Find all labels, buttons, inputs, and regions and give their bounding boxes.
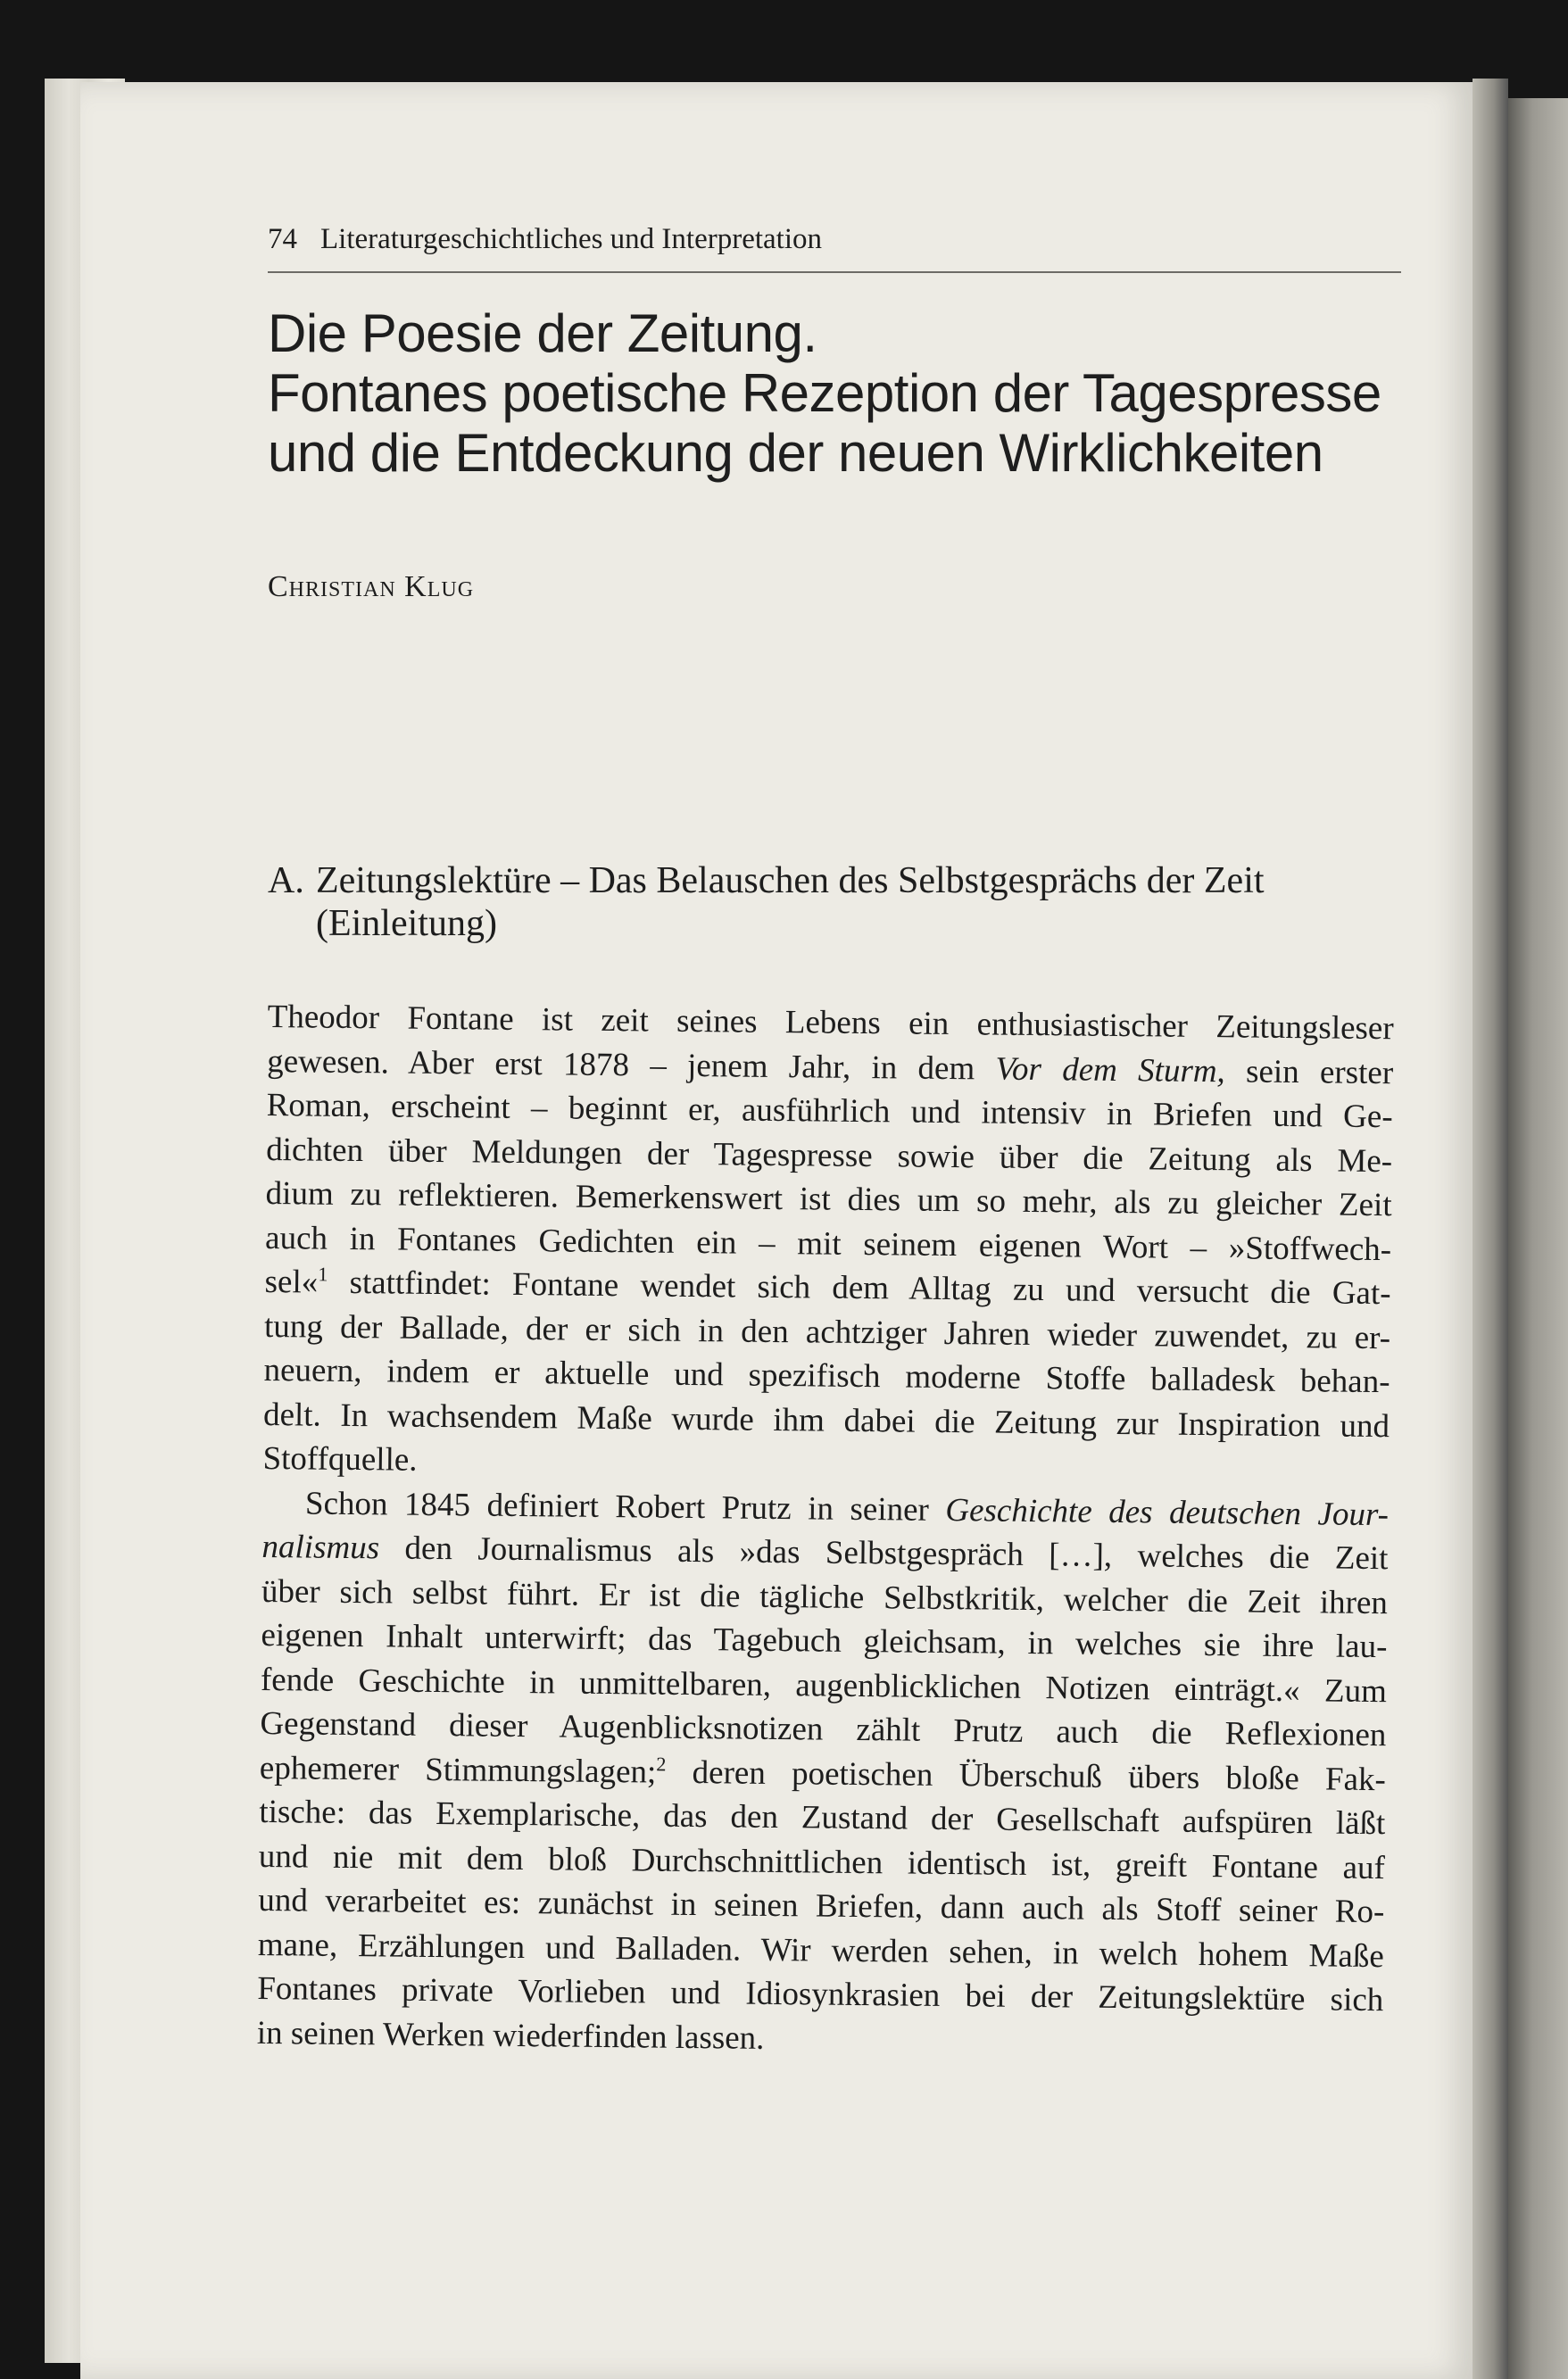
text-line: dichten über Meldungen der Tagespresse sowie über die Zeitung als Me- xyxy=(265,1131,1393,1180)
author-name: Christian Klug xyxy=(268,570,475,603)
section-label: A. xyxy=(268,860,304,901)
text-line: und nie mit dem bloß Durchschnittlichen identisch ist, greift Fontane auf xyxy=(258,1837,1386,1886)
book-gutter xyxy=(1473,79,1508,2379)
text-line: ephemerer Stimmungslagen;$^2$ deren poetischen Überschuß übers bloße Fak- xyxy=(259,1749,1387,1798)
text-line: tung der Ballade, der er sich in den achtziger Jahren wieder zuwendet, zu er- xyxy=(263,1307,1391,1356)
text-line: nalismus den Journalismus als »das Selbstgespräch […], welches die Zeit xyxy=(261,1528,1389,1578)
text-line: dium zu reflektieren. Bemerkenswert ist dies um so mehr, als zu gleicher Zeit xyxy=(265,1174,1392,1224)
text-line: gewesen. Aber erst 1878 – jenem Jahr, in dem Vor dem Sturm, sein erster xyxy=(267,1042,1394,1091)
page-number: 74 xyxy=(268,223,297,255)
text-line: tische: das Exemplarische, das den Zustand der Gesellschaft aufspüren läßt xyxy=(259,1793,1386,1843)
text-line: und verarbeitet es: zunächst in seinen Briefen, dann auch als Stoff seiner Ro- xyxy=(258,1881,1385,1931)
text-line: Roman, erscheint – beginnt er, ausführlich und intensiv in Briefen und Ge- xyxy=(266,1086,1393,1136)
text-line: Schon 1845 definiert Robert Prutz in seiner Geschichte des deutschen Jour- xyxy=(304,1484,1390,1533)
text-line: in seinen Werken wiederfinden lassen. xyxy=(256,2014,765,2057)
text-line: Stoffquelle. xyxy=(262,1439,418,1479)
text-line: sel«$^1$ stattfindet: Fontane wendet sich dem Alltag zu und versucht die Gat- xyxy=(264,1263,1391,1313)
title-line-2: Fontanes poetische Rezeption der Tagespresse xyxy=(268,363,1381,423)
running-head-title: Literaturgeschichtliches und Interpretation xyxy=(320,223,823,255)
text-line: eigenen Inhalt unterwirft; das Tagebuch gleichsam, in welches sie ihre lau- xyxy=(261,1616,1388,1666)
title-line-3: und die Entdeckung der neuen Wirklichkeiten xyxy=(268,423,1323,483)
text-line: auch in Fontanes Gedichten ein – mit seinem eigenen Wort – »Stoffwech- xyxy=(264,1219,1392,1268)
title-line-1: Die Poesie der Zeitung. xyxy=(268,303,817,363)
footnote-ref-2: 2 xyxy=(656,1752,667,1775)
italic-title: Geschichte des deutschen Jour- xyxy=(945,1491,1390,1533)
text-line: neuern, indem er aktuelle und spezifisch moderne Stoffe balladesk behan- xyxy=(263,1351,1390,1401)
section-heading-line-1: Zeitungslektüre – Das Belauschen des Selbstgesprächs der Zeit xyxy=(316,860,1265,901)
text-line: Fontanes private Vorlieben und Idiosynkrasien bei der Zeitungslektüre sich xyxy=(257,1969,1384,2019)
text-line: mane, Erzählungen und Balladen. Wir werden sehen, in welch hohem Maße xyxy=(257,1926,1385,1975)
italic-title: Vor dem Sturm, xyxy=(995,1050,1226,1090)
paragraph-2 xyxy=(257,1480,1390,2067)
article-title xyxy=(268,303,1401,483)
section-heading xyxy=(268,859,1401,945)
italic-title: nalismus xyxy=(261,1528,380,1567)
text-line: Theodor Fontane ist zeit seines Lebens ein enthusiastischer Zeitungsleser xyxy=(267,998,1394,1048)
running-head xyxy=(268,223,1401,273)
paragraph-1 xyxy=(262,995,1394,1493)
section-heading-line-2: (Einleitung) xyxy=(316,903,497,944)
adjacent-page-edge xyxy=(1508,98,1568,2379)
body-text xyxy=(257,995,1394,2067)
text-line: fende Geschichte in unmittelbaren, augenblicklichen Notizen einträgt.« Zum xyxy=(260,1661,1388,1710)
footnote-ref-1: 1 xyxy=(318,1263,328,1286)
page-content xyxy=(256,223,1401,2057)
text-line: delt. In wachsendem Maße wurde ihm dabei die Zeitung zur Inspiration und xyxy=(262,1396,1390,1445)
text-line: über sich selbst führt. Er ist die tägliche Selbstkritik, welcher die Zeit ihren xyxy=(261,1572,1389,1621)
text-line: Gegenstand dieser Augenblicksnotizen zählt Prutz auch die Reflexionen xyxy=(260,1704,1387,1754)
